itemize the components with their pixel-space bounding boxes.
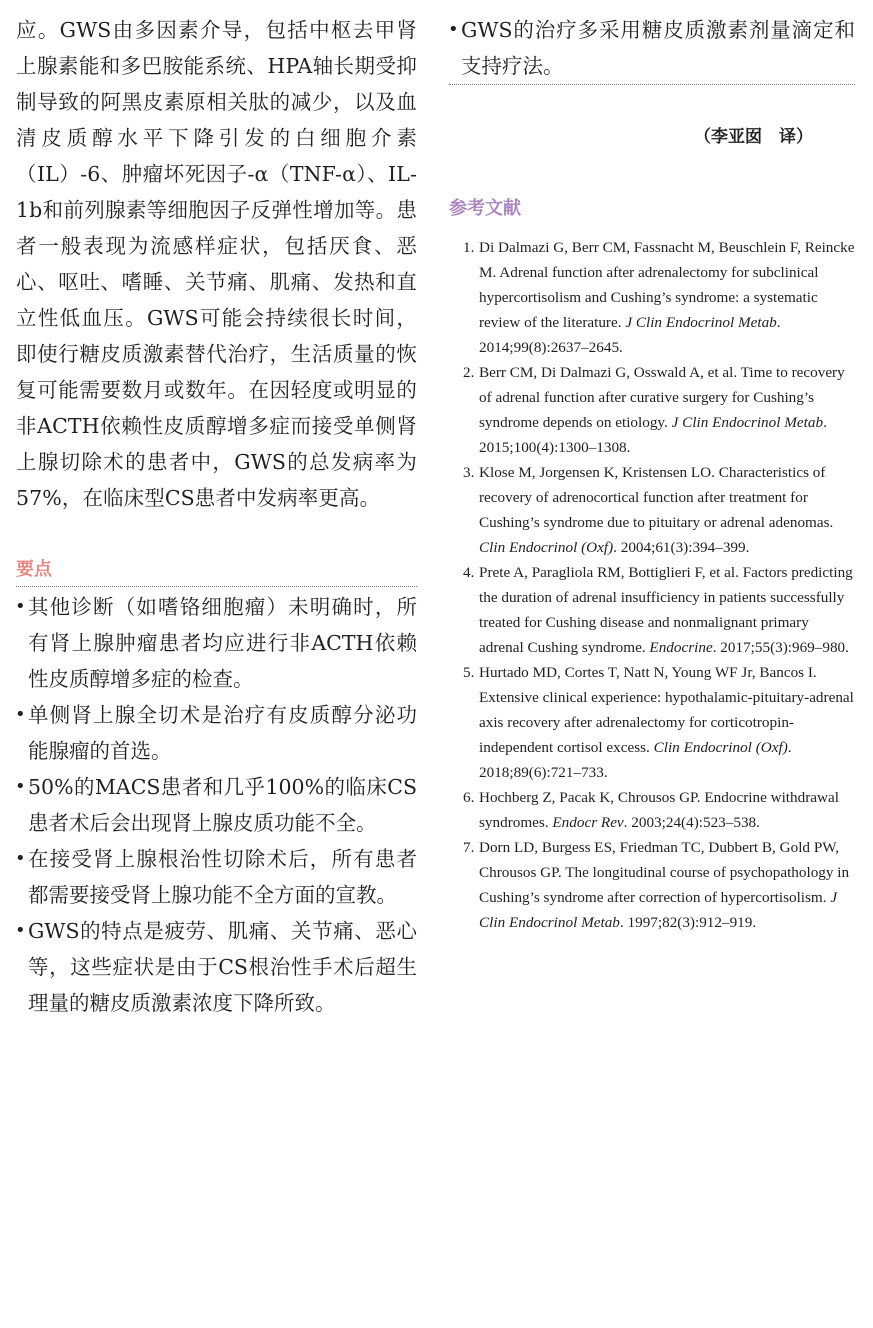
bullet-icon: • [15, 848, 26, 869]
key-point-item [16, 589, 417, 697]
key-point-text: GWS的特点是疲劳、肌痛、关节痛、恶心等，这些症状是由于CS根治性手术后超生理量的糖皮质激素浓度下降所致。 [28, 919, 417, 1015]
right-column [449, 12, 855, 935]
reference-text: Berr CM, Di Dalmazi G, Osswald A, et al. Time to recovery of adrenal function after curative surgery for Cushing’s syndrome depends on etiology. [479, 364, 845, 431]
reference-number: 7. [463, 839, 475, 856]
reference-number: 4. [463, 564, 475, 581]
key-point-text: 单侧肾上腺全切术是治疗有皮质醇分泌功能腺瘤的首选。 [28, 703, 417, 763]
reference-number: 1. [463, 239, 475, 256]
reference-text: Di Dalmazi G, Berr CM, Fassnacht M, Beuschlein F, Reincke M. Adrenal function after adrenalectomy for subclinical hypercortisolism and Cushing’s syndrome: a systematic review of the literature. [479, 239, 855, 331]
key-points-list-continued [449, 12, 855, 84]
key-point-text: GWS的治疗多采用糖皮质激素剂量滴定和支持疗法。 [461, 18, 855, 78]
reference-journal: Clin Endocrinol (Oxf) [479, 539, 614, 556]
key-point-text: 其他诊断（如嗜铬细胞瘤）未明确时，所有肾上腺肿瘤患者均应进行非ACTH依赖性皮质醇增多症的检查。 [28, 595, 417, 691]
references-list [449, 235, 855, 935]
reference-number: 5. [463, 664, 475, 681]
bullet-icon: • [15, 704, 26, 725]
reference-journal: Endocrine [649, 639, 713, 656]
reference-number: 2. [463, 364, 475, 381]
reference-citation: . 1997;82(3):912–919. [619, 914, 757, 931]
reference-item [449, 560, 855, 660]
reference-text: Dorn LD, Burgess ES, Friedman TC, Dubbert B, Gold PW, Chrousos GP. The longitudinal course of psychopathology in Cushing’s syndrome after correction of hypercortisolism. [479, 839, 850, 906]
key-point-item [16, 913, 417, 1021]
key-point-text: 在接受肾上腺根治性切除术后，所有患者都需要接受肾上腺功能不全方面的宣教。 [28, 847, 417, 907]
bullet-icon: • [15, 596, 26, 617]
reference-text: Prete A, Paragliola RM, Bottiglieri F, et al. Factors predicting the duration of adrenal insufficiency in patients successfully treated for Cushing disease and nonmalignant primary adrenal Cushing syndrome. [479, 564, 853, 656]
reference-citation: . 2003;24(4):523–538. [623, 814, 760, 831]
reference-item [449, 835, 855, 935]
reference-journal: J Clin Endocrinol Metab [671, 414, 824, 431]
left-column [16, 12, 417, 1021]
references-heading: 参考文献 [449, 198, 521, 219]
reference-citation: . 2014;99(8):2637–2645. [479, 314, 781, 356]
reference-item [449, 460, 855, 560]
key-point-item [16, 697, 417, 769]
reference-journal: Clin Endocrinol (Oxf) [653, 739, 788, 756]
reference-text: Hochberg Z, Pacak K, Chrousos GP. Endocrine withdrawal syndromes. [479, 789, 839, 831]
reference-text: Hurtado MD, Cortes T, Natt N, Young WF Jr, Bancos I. Extensive clinical experience: hypothalamic-pituitary-adrenal axis recovery after adrenalectomy for corticotropin-independent cortisol excess. [479, 664, 854, 756]
key-points-heading: 要点 [16, 559, 52, 580]
bullet-icon: • [15, 920, 26, 941]
bullet-icon: • [15, 776, 26, 797]
translator-credit: （李亚囡 译） [694, 127, 813, 147]
reference-journal: Endocr Rev [552, 814, 624, 831]
reference-text: Klose M, Jorgensen K, Kristensen LO. Characteristics of recovery of adrenocortical function after treatment for Cushing’s syndrome due to pituitary or adrenal adenomas. [479, 464, 834, 531]
reference-item [449, 235, 855, 360]
key-point-item [16, 841, 417, 913]
reference-citation: . 2018;89(6):721–733. [479, 739, 792, 781]
key-points-list [16, 589, 417, 1021]
reference-citation: . 2004;61(3):394–399. [613, 539, 750, 556]
key-point-text: 50%的MACS患者和几乎100%的临床CS患者术后会出现肾上腺皮质功能不全。 [28, 775, 417, 835]
key-point-item [449, 12, 855, 84]
reference-number: 6. [463, 789, 475, 806]
key-points-divider [16, 586, 417, 587]
bullet-icon: • [448, 19, 459, 40]
reference-journal: J Clin Endocrinol Metab [625, 314, 777, 331]
key-points-end-divider [449, 84, 855, 85]
reference-citation: . 2017;55(3):969–980. [712, 639, 849, 656]
body-paragraph: 应。GWS由多因素介导，包括中枢去甲肾上腺素能和多巴胺能系统、HPA轴长期受抑制导致的阿黑皮素原相关肽的减少，以及血清皮质醇水平下降引发的白细胞介素（IL）-6、肿瘤坏死因子-α（TNF-α）、IL-1b和前列腺素等细胞因子反弹性增加等。患者一般表现为流感样症状，包括厌食、恶心、呕吐、嗜睡、关节痛、肌痛、发热和直立性低血压。GWS可能会持续很长时间，即使行糖皮质激素替代治疗，生活质量的恢复可能需要数月或数年。在因轻度或明显的非ACTH依赖性皮质醇增多症而接受单侧肾上腺切除术的患者中，GWS的总发病率为57%，在临床型CS患者中发病率更高。 [16, 18, 417, 510]
reference-citation: . 2015;100(4):1300–1308. [479, 414, 827, 456]
reference-item [449, 785, 855, 835]
reference-item [449, 660, 855, 785]
reference-item [449, 360, 855, 460]
reference-number: 3. [463, 464, 475, 481]
reference-journal: J Clin Endocrinol Metab [479, 889, 838, 931]
key-point-item [16, 769, 417, 841]
